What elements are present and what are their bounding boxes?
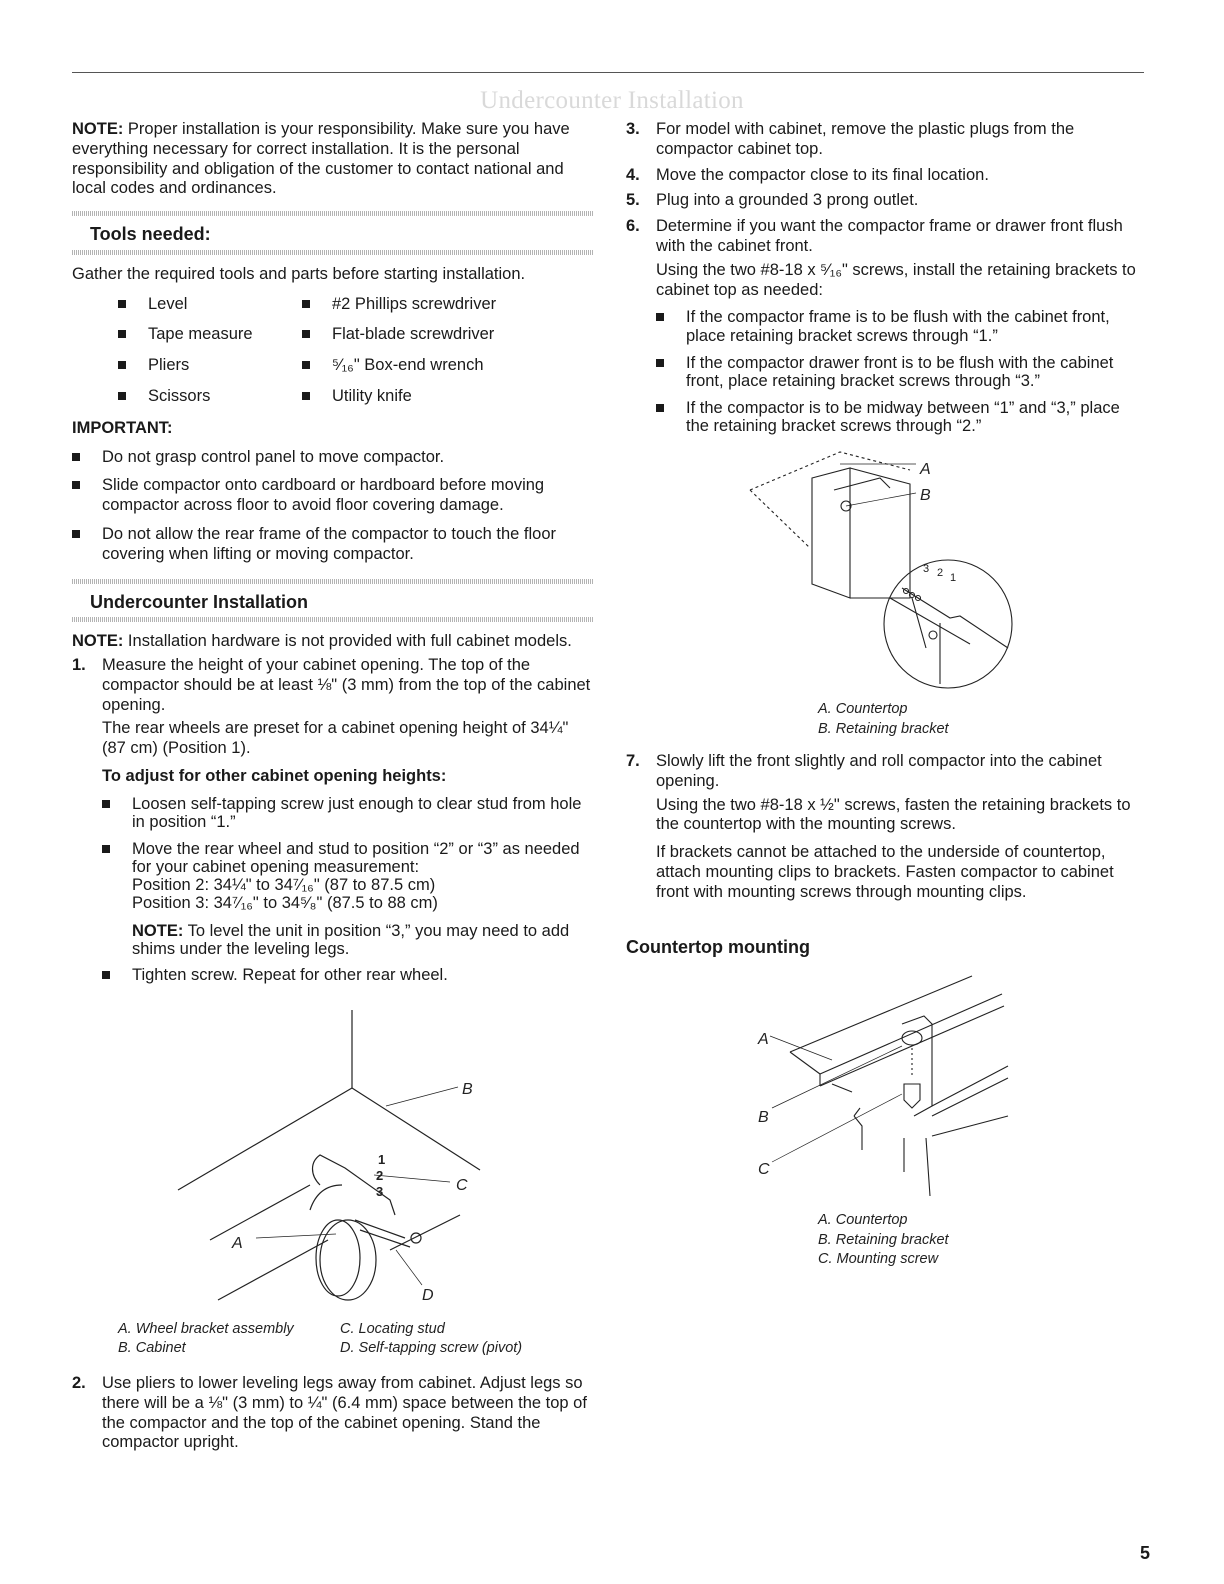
caption: B. Retaining bracket [818,720,949,737]
tool-item: ⁵⁄₁₆" Box-end wrench [302,356,552,376]
intro-note [72,120,594,199]
label-a: A [920,461,931,478]
step-6 [626,217,1144,435]
caption: B. Retaining bracket [818,1231,949,1248]
top-rule [72,72,1144,73]
position-3-mark: 3 [923,563,930,575]
install-heading: Undercounter Installation [90,591,309,612]
tools-list [118,295,594,407]
adjust-heading: To adjust for other cabinet opening heights: [102,766,447,785]
level-note-label: NOTE: [132,921,184,940]
step-number: 6. [626,217,640,236]
section-divider [72,579,594,584]
tool-item: Tape measure [118,325,302,345]
step-7 [626,752,1144,903]
bracket-options [656,308,1144,435]
tools-heading: Tools needed: [90,224,211,245]
tool-item: Flat-blade screwdriver [302,325,552,345]
step-number: 4. [626,165,640,184]
step-4 [626,166,1144,186]
level-note [132,922,594,958]
step-text: Plug into a grounded 3 prong outlet. [656,191,919,210]
page-number: 5 [1139,1543,1150,1563]
position-2-mark: 2 [376,1168,384,1183]
level-note-text: To level the unit in position “3,” you may need to add shims under the leveling legs. [132,921,570,958]
page-title: Undercounter Installation [480,87,744,114]
adjust-list [102,795,594,986]
note-label: NOTE: [72,120,124,138]
wheel-diagram [160,1010,510,1310]
important-item: Do not allow the rear frame of the compactor to touch the floor covering when lifting or moving compactor. [72,525,594,565]
step-text: Use pliers to lower leveling legs away from cabinet. Adjust legs so there will be a ⅛" (3 mm) to ¼" (6.4 mm) space between the top of the compactor and the top of the cabinet opening. Stand the compactor upright. [102,1374,587,1452]
step-number: 1. [72,655,86,674]
step-text: Move the compactor close to its final location. [656,165,989,184]
step-number: 7. [626,752,640,770]
position-2: Position 2: 34¼" to 34⁷⁄₁₆" (87 to 87.5 cm) [132,876,436,895]
important-list [72,448,594,565]
tools-intro: Gather the required tools and parts before starting installation. [72,264,526,283]
position-3-mark: 3 [376,1184,384,1199]
section-divider [72,617,594,622]
position-3: Position 3: 34⁷⁄₁₆" to 34⁵⁄₈" (87.5 to 88 cm) [132,894,438,913]
caption: C. Locating stud [340,1321,445,1337]
tool-item: Pliers [118,356,302,376]
countertop-heading: Countertop mounting [626,937,810,957]
step-text: Determine if you want the compactor frame or drawer front flush with the cabinet front. [656,217,1123,255]
label-d: D [422,1287,434,1304]
adjust-item-text: Move the rear wheel and stud to position “2” or “3” as needed for your cabinet opening measurement: [132,840,580,877]
step-number: 3. [626,120,640,138]
mounting-diagram [752,966,1020,1202]
important-item: Do not grasp control panel to move compactor. [72,448,594,468]
step-subtext: The rear wheels are preset for a cabinet opening height of 34¼" (87 cm) (Position 1). [102,719,569,758]
label-a: A [232,1235,243,1252]
step-text: For model with cabinet, remove the plastic plugs from the compactor cabinet top. [656,120,1075,158]
section-divider [72,211,594,216]
caption: C. Mounting screw [818,1251,939,1268]
section-divider [72,250,594,255]
bracket-option: If the compactor frame is to be flush with the cabinet front, place retaining bracket screws through “1.” [656,308,1144,344]
right-column [626,120,1144,444]
install-note [72,632,594,652]
important-item: Slide compactor onto cardboard or hardboard before moving compactor across floor to avoid floor covering damage. [72,476,594,516]
label-b: B [462,1081,473,1098]
position-1-mark: 1 [378,1152,386,1167]
label-a: A [758,1031,769,1048]
step-subtext: Using the two #8-18 x ⁵⁄₁₆" screws, install the retaining brackets to cabinet top as needed: [656,260,1136,299]
install-note-label: NOTE: [72,632,124,651]
label-b: B [920,487,931,504]
step-2 [72,1374,594,1453]
position-1-mark: 1 [950,572,957,584]
step-number: 2. [72,1374,86,1392]
bracket-diagram [740,448,1050,692]
bracket-option: If the compactor drawer front is to be flush with the cabinet front, place retaining bracket screws through “3.” [656,354,1144,390]
tool-item: Level [118,295,302,315]
caption: A. Countertop [818,701,908,717]
step-number: 5. [626,191,640,210]
position-2-mark: 2 [937,567,944,579]
bracket-captions [818,700,949,739]
note-text: Proper installation is your responsibility. Make sure you have everything necessary for correct installation. It is the personal responsibility and obligation of the customer to contact national and local codes and ordinances. [72,120,570,198]
bracket-option: If the compactor is to be midway between “1” and “3,” place the retaining bracket screws through “2.” [656,399,1144,435]
important-label: IMPORTANT: [72,418,173,437]
tool-item: Scissors [118,387,302,407]
mounting-captions [818,1211,949,1270]
tool-item: #2 Phillips screwdriver [302,295,552,315]
step-1 [72,656,594,986]
install-note-text: Installation hardware is not provided with full cabinet models. [123,632,572,651]
caption: A. Wheel bracket assembly [118,1321,294,1337]
adjust-item: Loosen self-tapping screw just enough to clear stud from hole in position “1.” [102,795,594,831]
label-c: C [456,1177,468,1194]
label-c: C [758,1161,770,1178]
caption: A. Countertop [818,1212,908,1228]
step-text: Measure the height of your cabinet opening. The top of the compactor should be at least ⅛" (3 mm) from the top of the cabinet opening. [102,655,591,714]
step-5 [626,191,1144,211]
left-column [72,120,594,995]
caption: B. Cabinet [118,1340,186,1357]
label-b: B [758,1109,769,1126]
step-text: Slowly lift the front slightly and roll compactor into the cabinet opening. [656,752,1102,790]
step-subtext: If brackets cannot be attached to the underside of countertop, attach mounting clips to brackets. Fasten compactor to cabinet front with mounting screws through mounting clips. [656,843,1114,901]
adjust-item [102,840,594,958]
tool-item: Utility knife [302,387,552,407]
caption: D. Self-tapping screw (pivot) [340,1340,523,1357]
step-3 [626,120,1144,160]
step-subtext: Using the two #8-18 x ½" screws, fasten the retaining brackets to the countertop with the mounting screws. [656,795,1131,834]
wheel-captions [118,1321,560,1358]
adjust-item: Tighten screw. Repeat for other rear wheel. [102,966,594,986]
